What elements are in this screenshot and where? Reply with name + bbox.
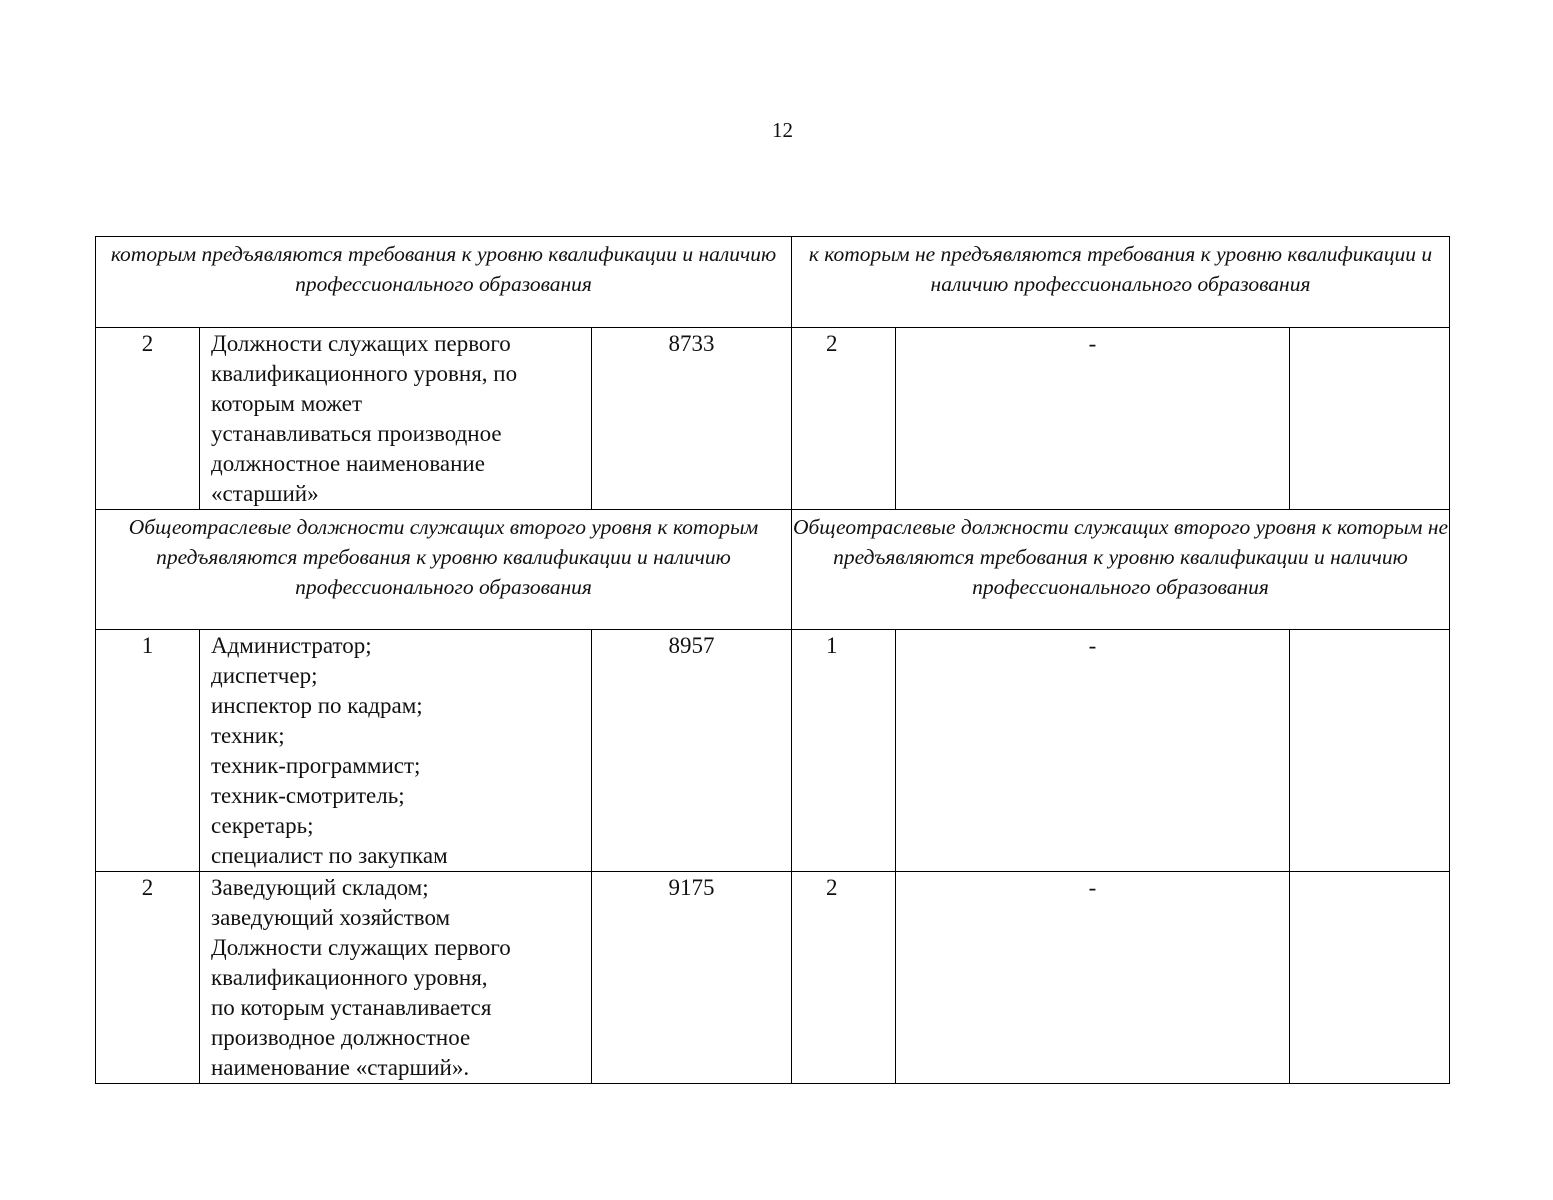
position-names: [200, 630, 592, 872]
right-position-value: -: [896, 328, 1290, 510]
position-name-line: инспектор по кадрам;: [211, 693, 423, 718]
page-number: 12: [772, 118, 793, 142]
right-position-value: -: [896, 872, 1290, 1084]
position-name-line: Должности служащих первого: [211, 331, 511, 356]
section-header-row-1: [96, 237, 1450, 328]
position-name-line: наименование «старший».: [211, 1055, 470, 1080]
positions-table: [95, 236, 1450, 1084]
position-name-line: техник-программист;: [211, 753, 421, 778]
position-name-line: которым может: [211, 391, 363, 416]
position-name-line: по которым устанавливается: [211, 995, 492, 1020]
row-number: 1: [96, 630, 200, 872]
position-name-line: специалист по закупкам: [211, 843, 448, 868]
section-header-right-2: Общеотраслевые должности служащих второго уровня к которым не предъявляются требования к уровню квалификации и наличию профессионального образования: [792, 510, 1450, 630]
position-name-line: техник-смотритель;: [211, 783, 405, 808]
position-name-line: Заведующий складом;: [211, 875, 429, 900]
position-name-line: заведующий хозяйством: [211, 905, 451, 930]
position-name-line: квалификационного уровня,: [211, 965, 488, 990]
table-row: [96, 328, 1450, 510]
position-name-line: устанавливаться производное: [211, 421, 502, 446]
right-row-number: 1: [792, 630, 896, 872]
position-name-line: квалификационного уровня, по: [211, 361, 518, 386]
salary-code: 8957: [592, 630, 792, 872]
position-names: [200, 328, 592, 510]
table-row: [96, 630, 1450, 872]
right-row-number: 2: [792, 328, 896, 510]
right-extra-cell: [1290, 630, 1450, 872]
position-names: [200, 872, 592, 1084]
salary-code: 8733: [592, 328, 792, 510]
position-name-line: Должности служащих первого: [211, 935, 511, 960]
right-extra-cell: [1290, 872, 1450, 1084]
position-name-line: диспетчер;: [211, 663, 318, 688]
right-extra-cell: [1290, 328, 1450, 510]
row-number: 2: [96, 328, 200, 510]
position-name-line: секретарь;: [211, 813, 314, 838]
salary-code: 9175: [592, 872, 792, 1084]
right-row-number: 2: [792, 872, 896, 1084]
right-position-value: -: [896, 630, 1290, 872]
section-header-right-1: к которым не предъявляются требования к уровню квалификации и наличию профессионального образования: [792, 237, 1450, 328]
position-name-line: производное должностное: [211, 1025, 471, 1050]
position-name-line: должностное наименование: [211, 451, 485, 476]
position-name-line: Администратор;: [211, 633, 372, 658]
position-name-line: «старший»: [211, 481, 319, 506]
table-row: [96, 872, 1450, 1084]
position-name-line: техник;: [211, 723, 285, 748]
section-header-row-2: [96, 510, 1450, 630]
section-header-left-1: которым предъявляются требования к уровню квалификации и наличию профессионального образования: [96, 237, 792, 328]
row-number: 2: [96, 872, 200, 1084]
section-header-left-2: Общеотраслевые должности служащих второго уровня к которым предъявляются требования к уровню квалификации и наличию профессионального образования: [96, 510, 792, 630]
